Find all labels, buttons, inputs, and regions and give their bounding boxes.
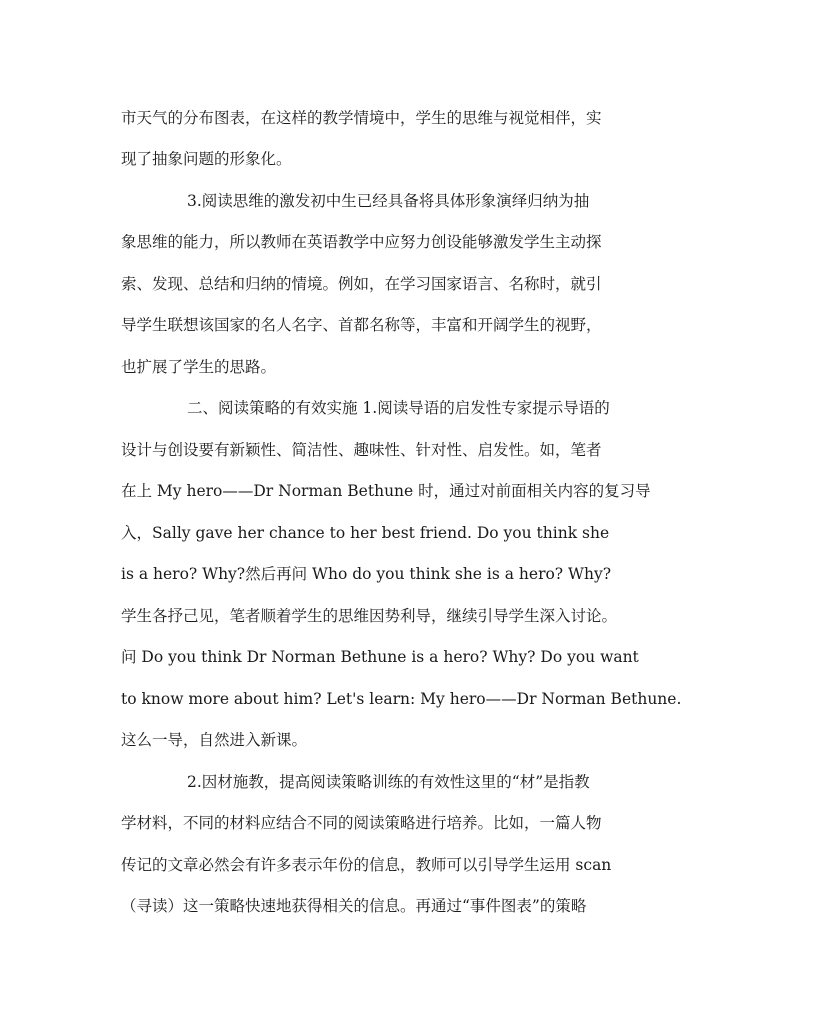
text-line: 在上 My hero——Dr Norman Bethune 时，通过对前面相关内容的复习导 <box>121 482 651 500</box>
text-line: 现了抽象问题的形象化。 <box>121 150 292 168</box>
text-line: 导学生联想该国家的名人名字、首都名称等，丰富和开阔学生的视野， <box>121 316 602 334</box>
text-line: 2.因材施教，提高阅读策略训练的有效性这里的“材”是指教 <box>187 773 590 791</box>
text-line: 市天气的分布图表，在这样的教学情境中，学生的思维与视觉相伴，实 <box>121 109 602 127</box>
text-line: 这么一导，自然进入新课。 <box>121 731 308 749</box>
text-line: 设计与创设要有新颖性、简洁性、趣味性、针对性、启发性。如，笔者 <box>121 441 602 459</box>
text-line: 传记的文章必然会有许多表示年份的信息，教师可以引导学生运用 scan <box>121 856 612 874</box>
text-line: 索、发现、总结和归纳的情境。例如，在学习国家语言、名称时，就引 <box>121 275 602 293</box>
text-line: 也扩展了学生的思路。 <box>121 358 277 376</box>
text-line: 入，Sally gave her chance to her best friend. Do you think she <box>121 524 610 542</box>
text-line: （寻读）这一策略快速地获得相关的信息。再通过“事件图表”的策略 <box>121 897 587 915</box>
text-line: 学生各抒己见，笔者顺着学生的思维因势利导，继续引导学生深入讨论。 <box>121 607 618 625</box>
text-line: 学材料，不同的材料应结合不同的阅读策略进行培养。比如，一篇人物 <box>121 814 602 832</box>
text-line: 3.阅读思维的激发初中生已经具备将具体形象演绎归纳为抽 <box>187 192 590 210</box>
text-line: 二、阅读策略的有效实施 1.阅读导语的启发性专家提示导语的 <box>187 399 610 417</box>
text-line: to know more about him? Let's learn: My hero——Dr Norman Bethune. <box>121 690 682 708</box>
text-line: 象思维的能力，所以教师在英语教学中应努力创设能够激发学生主动探 <box>121 233 602 251</box>
text-line: 问 Do you think Dr Norman Bethune is a hero? Why? Do you want <box>121 648 639 666</box>
text-line: is a hero? Why?然后再问 Who do you think she is a hero? Why? <box>121 565 612 583</box>
